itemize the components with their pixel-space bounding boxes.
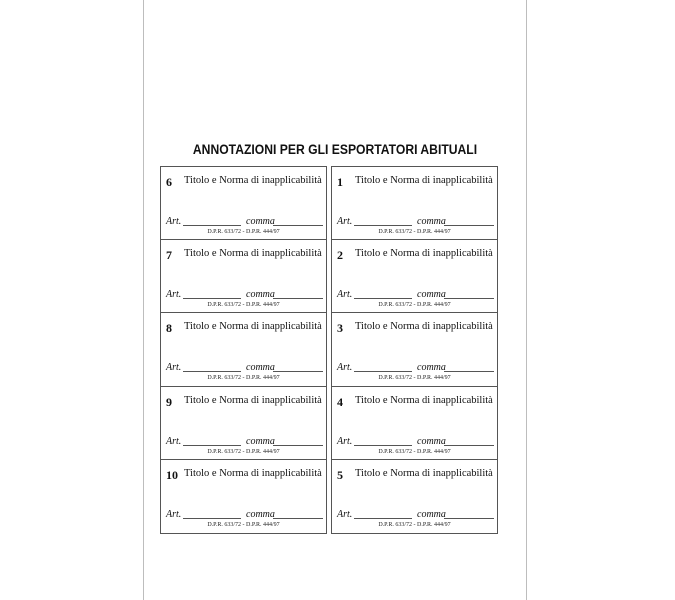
legal-reference: D.P.R. 633/72 - D.P.R. 444/97 (207, 301, 280, 308)
box-title: Titolo e Norma di inapplicabilità (355, 468, 493, 480)
box-title: Titolo e Norma di inapplicabilità (184, 175, 322, 186)
legal-reference: D.P.R. 633/72 - D.P.R. 444/97 (378, 375, 451, 382)
comma-field[interactable] (273, 518, 323, 519)
comma-field[interactable] (273, 225, 323, 226)
legal-reference: D.P.R. 633/72 - D.P.R. 444/97 (207, 375, 280, 382)
legal-reference: D.P.R. 633/72 - D.P.R. 444/97 (207, 229, 280, 235)
annotation-box-6 (160, 166, 327, 240)
box-number: 5 (337, 468, 343, 483)
comma-label: comma (417, 216, 446, 227)
comma-field[interactable] (444, 298, 494, 299)
box-title: Titolo e Norma di inapplicabilità (355, 247, 493, 259)
comma-field[interactable] (273, 298, 323, 299)
comma-field[interactable] (273, 371, 323, 372)
left-column (160, 166, 327, 534)
box-title: Titolo e Norma di inapplicabilità (184, 321, 322, 333)
comma-label: comma (417, 362, 446, 374)
art-field[interactable] (183, 298, 241, 299)
art-label: Art. (337, 362, 353, 374)
box-number: 3 (337, 321, 343, 336)
annotation-box-1 (331, 166, 498, 240)
annotation-box-2 (331, 240, 498, 314)
comma-label: comma (246, 362, 275, 374)
art-field[interactable] (354, 371, 412, 372)
box-title: Titolo e Norma di inapplicabilità (355, 175, 493, 186)
comma-label: comma (417, 509, 446, 521)
annotation-box-10 (160, 460, 327, 534)
comma-field[interactable] (444, 371, 494, 372)
legal-reference: D.P.R. 633/72 - D.P.R. 444/97 (378, 301, 451, 308)
box-number: 4 (337, 394, 343, 409)
comma-field[interactable] (273, 445, 323, 446)
comma-field[interactable] (444, 518, 494, 519)
comma-label: comma (246, 509, 275, 521)
box-number: 8 (166, 321, 172, 336)
legal-reference: D.P.R. 633/72 - D.P.R. 444/97 (378, 229, 451, 235)
box-title: Titolo e Norma di inapplicabilità (355, 321, 493, 333)
comma-label: comma (417, 288, 446, 300)
box-number: 1 (337, 175, 343, 189)
art-label: Art. (337, 288, 353, 300)
legal-reference: D.P.R. 633/72 - D.P.R. 444/97 (207, 522, 280, 529)
comma-label: comma (417, 435, 446, 447)
art-field[interactable] (183, 371, 241, 372)
box-number: 9 (166, 394, 172, 409)
comma-field[interactable] (444, 445, 494, 446)
box-number: 2 (337, 247, 343, 262)
art-label: Art. (337, 435, 353, 447)
art-label: Art. (166, 288, 182, 300)
art-field[interactable] (183, 225, 241, 226)
art-label: Art. (337, 509, 353, 521)
legal-reference: D.P.R. 633/72 - D.P.R. 444/97 (378, 448, 451, 455)
art-field[interactable] (183, 518, 241, 519)
box-title: Titolo e Norma di inapplicabilità (184, 468, 322, 480)
annotation-box-4 (331, 387, 498, 461)
art-field[interactable] (354, 298, 412, 299)
box-title: Titolo e Norma di inapplicabilità (184, 247, 322, 259)
annotation-box-3 (331, 313, 498, 387)
art-label: Art. (166, 509, 182, 521)
art-field[interactable] (354, 225, 412, 226)
comma-field[interactable] (444, 225, 494, 226)
right-column (331, 166, 498, 534)
art-label: Art. (337, 216, 353, 227)
art-label: Art. (166, 216, 182, 227)
form-heading: ANNOTAZIONI PER GLI ESPORTATORI ABITUALI (192, 142, 478, 157)
art-label: Art. (166, 362, 182, 374)
comma-label: comma (246, 288, 275, 300)
annotation-box-7 (160, 240, 327, 314)
annotation-box-5 (331, 460, 498, 534)
box-number: 7 (166, 247, 172, 262)
legal-reference: D.P.R. 633/72 - D.P.R. 444/97 (378, 522, 451, 529)
box-number: 10 (166, 468, 178, 483)
comma-label: comma (246, 435, 275, 447)
art-label: Art. (166, 435, 182, 447)
annotation-box-8 (160, 313, 327, 387)
form-page (143, 0, 527, 600)
annotation-box-9 (160, 387, 327, 461)
art-field[interactable] (183, 445, 241, 446)
comma-label: comma (246, 216, 275, 227)
box-number: 6 (166, 175, 172, 189)
box-title: Titolo e Norma di inapplicabilità (184, 394, 322, 406)
box-title: Titolo e Norma di inapplicabilità (355, 394, 493, 406)
art-field[interactable] (354, 445, 412, 446)
legal-reference: D.P.R. 633/72 - D.P.R. 444/97 (207, 448, 280, 455)
art-field[interactable] (354, 518, 412, 519)
